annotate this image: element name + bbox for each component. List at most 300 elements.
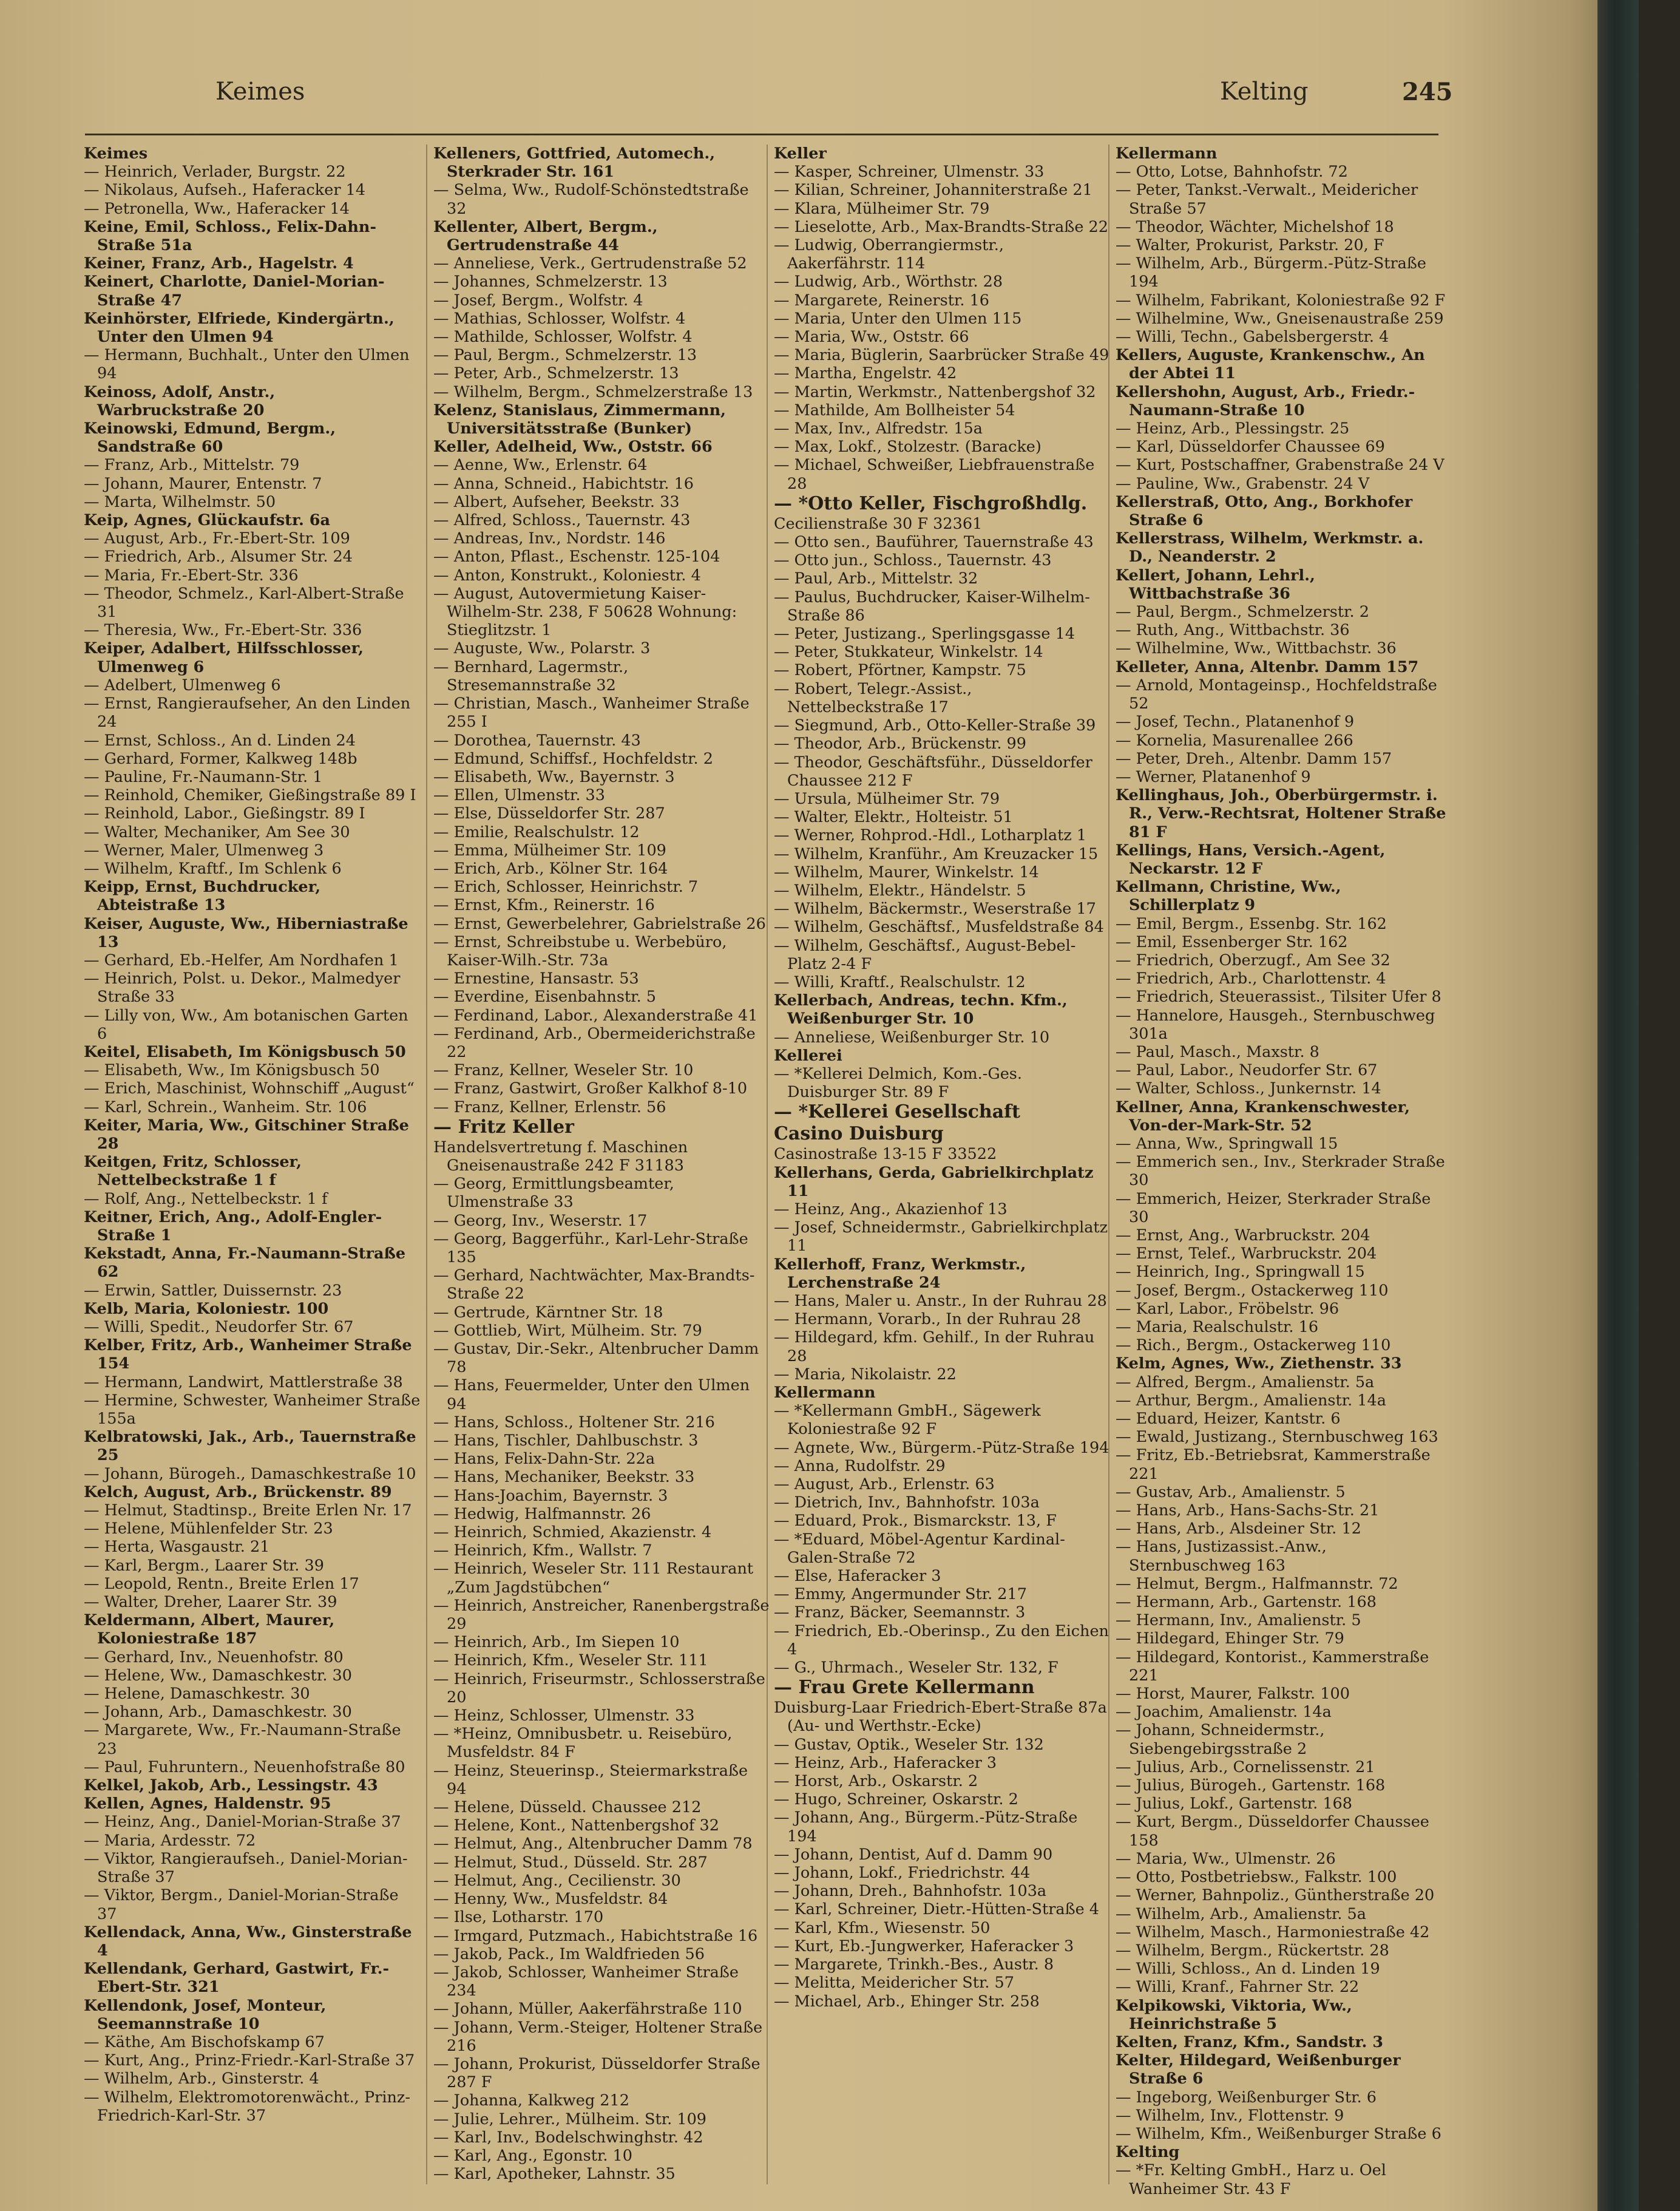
directory-entry: — Reinhold, Labor., Gießingstr. 89 I	[84, 804, 365, 823]
directory-entry: — Marta, Wilhelmstr. 50	[84, 492, 276, 511]
directory-entry: Kelb, Maria, Koloniestr. 100	[84, 1299, 329, 1318]
directory-entry: — Kurt, Postschaffner, Grabenstraße 24 V	[1116, 456, 1445, 475]
directory-entry: Kellendonk, Josef, Monteur, Seemannstraße 10	[84, 1996, 327, 2033]
directory-entry: — Auguste, Ww., Polarstr. 3	[433, 639, 651, 658]
directory-entry: — Anna, Schneid., Habichtstr. 16	[433, 474, 694, 493]
directory-entry: — Willi, Kraftf., Realschulstr. 12	[774, 973, 1026, 991]
directory-entry: — Alfred, Schloss., Tauernstr. 43	[433, 511, 691, 530]
directory-entry: — Werner, Platanenhof 9	[1116, 767, 1311, 786]
directory-entry: — Wilhelmine, Ww., Gneisenaustraße 259	[1116, 309, 1444, 328]
directory-entry: — Jakob, Pack., Im Waldfrieden 56	[433, 1944, 705, 1963]
directory-entry: — Emmy, Angermunder Str. 217	[774, 1585, 1027, 1604]
directory-entry: — Elisabeth, Ww., Bayernstr. 3	[433, 767, 675, 786]
directory-entry: — Heinrich, Weseler Str. 111 Restaurant „Zum Jagdstübchen“	[433, 1560, 754, 1597]
directory-entry: — Walter, Prokurist, Parkstr. 20, F	[1116, 236, 1384, 255]
directory-entry: — Dietrich, Inv., Bahnhofstr. 103a	[774, 1493, 1040, 1512]
directory-entry: Kellerhans, Gerda, Gabrielkirchplatz 11	[774, 1163, 1094, 1200]
directory-entry: — Karl, Bergm., Laarer Str. 39	[84, 1556, 324, 1575]
directory-entry: — Wilhelm, Maurer, Winkelstr. 14	[774, 863, 1039, 881]
directory-entry: — Friedrich, Eb.-Oberinsp., Zu den Eichen 4	[774, 1622, 1109, 1659]
directory-entry: Keip, Agnes, Glückaufstr. 6a	[84, 511, 331, 530]
book-binding	[1597, 0, 1639, 2211]
directory-entry: — Selma, Ww., Rudolf-Schönstedtstraße 32	[433, 181, 749, 218]
directory-entry: — Paul, Labor., Neudorfer Str. 67	[1116, 1061, 1378, 1080]
directory-entry: Keller	[774, 144, 827, 163]
directory-entry: Keitner, Erich, Ang., Adolf-Engler-Straße 1	[84, 1207, 382, 1245]
column-2	[433, 144, 770, 2183]
directory-entry: — Franz, Gastwirt, Großer Kalkhof 8-10	[433, 1079, 748, 1098]
directory-entry: — Lieselotte, Arb., Max-Brandts-Straße 22	[774, 217, 1108, 236]
directory-entry: — Karl, Kfm., Wiesenstr. 50	[774, 1918, 991, 1937]
directory-entry: — August, Arb., Erlenstr. 63	[774, 1475, 995, 1494]
directory-entry: — Helmut, Ang., Altenbrucher Damm 78	[433, 1835, 753, 1853]
directory-entry: — Andreas, Inv., Nordstr. 146	[433, 529, 666, 548]
directory-entry: — Heinz, Schlosser, Ulmenstr. 33	[433, 1707, 695, 1725]
directory-entry: — Maria, Fr.-Ebert-Str. 336	[84, 566, 299, 585]
directory-entry: — Peter, Arb., Schmelzerstr. 13	[433, 364, 679, 383]
directory-entry: — Margarete, Reinerstr. 16	[774, 291, 989, 310]
directory-entry: Cecilienstraße 30 F 32361	[774, 514, 983, 533]
directory-entry: Kelenz, Stanislaus, Zimmermann, Universitätsstraße (Bunker)	[433, 401, 727, 438]
directory-entry: Kellers, Auguste, Krankenschw., An der Abtei 11	[1116, 346, 1425, 383]
directory-entry: — Viktor, Rangieraufseh., Daniel-Morian-Straße 37	[84, 1849, 408, 1887]
directory-entry: Kelkel, Jakob, Arb., Lessingstr. 43	[84, 1776, 378, 1795]
directory-entry: — Theodor, Schmelz., Karl-Albert-Straße 31	[84, 584, 404, 622]
directory-entry: — Maria, Büglerin, Saarbrücker Straße 49	[774, 346, 1109, 365]
directory-entry: — Johann, Ang., Bürgerm.-Pütz-Straße 194	[774, 1809, 1078, 1846]
directory-entry: — Mathilde, Schlosser, Wolfstr. 4	[433, 328, 693, 347]
running-head-right: Kelting	[1220, 78, 1309, 106]
directory-entry: — Hermann, Inv., Amalienstr. 5	[1116, 1611, 1361, 1630]
directory-entry: — Emmerich, Heizer, Sterkrader Straße 30	[1116, 1189, 1431, 1226]
directory-entry: — Ernst, Rangieraufseher, An den Linden 24	[84, 695, 411, 732]
directory-entry: — Wilhelm, Masch., Harmoniestraße 42	[1116, 1923, 1430, 1941]
directory-entry: — Fritz, Eb.-Betriebsrat, Kammerstraße 221	[1116, 1446, 1431, 1483]
directory-entry: — Johann, Schneidermstr., Siebengebirgsstraße 2	[1116, 1721, 1325, 1758]
directory-entry: — Johann, Bürogeh., Damaschkestraße 10	[84, 1464, 416, 1483]
directory-entry: Keitgen, Fritz, Schlosser, Nettelbeckstraße 1 f	[84, 1153, 302, 1190]
directory-entry: — Otto jun., Schloss., Tauernstr. 43	[774, 551, 1052, 570]
directory-entry: — Wilhelm, Kraftf., Im Schlenk 6	[84, 859, 342, 878]
directory-entry: — Ernst, Ang., Warbruckstr. 204	[1116, 1226, 1370, 1245]
directory-entry: — Georg, Ermittlungsbeamter, Ulmenstraße 33	[433, 1175, 674, 1212]
page-number: 245	[1402, 78, 1453, 106]
directory-entry: — Heinrich, Kfm., Wallstr. 7	[433, 1541, 652, 1560]
directory-entry: — Ilse, Lotharstr. 170	[433, 1908, 604, 1927]
directory-entry: — Lilly von, Ww., Am botanischen Garten 6	[84, 1006, 408, 1043]
directory-entry: — Siegmund, Arb., Otto-Keller-Straße 39	[774, 716, 1096, 735]
directory-entry: — Heinrich, Kfm., Weseler Str. 111	[433, 1651, 708, 1670]
directory-entry: — Johann, Verm.-Steiger, Holtener Straße 216	[433, 2018, 763, 2055]
directory-entry: — Johann, Maurer, Entenstr. 7	[84, 474, 322, 493]
directory-entry: — Johann, Dentist, Auf d. Damm 90	[774, 1845, 1053, 1864]
directory-entry: — Hans, Arb., Hans-Sachs-Str. 21	[1116, 1501, 1380, 1520]
directory-entry: — Johann, Arb., Damaschkestr. 30	[84, 1703, 352, 1722]
directory-entry: — Heinrich, Schmied, Akazienstr. 4	[433, 1523, 712, 1542]
directory-entry: — Paul, Bergm., Schmelzerstr. 13	[433, 346, 697, 365]
directory-entry: — *Heinz, Omnibusbetr. u. Reisebüro, Musfeldstr. 84 F	[433, 1725, 733, 1762]
directory-entry: — Edmund, Schiffsf., Hochfeldstr. 2	[433, 749, 713, 768]
directory-entry: — Anton, Pflast., Eschenstr. 125-104	[433, 548, 720, 566]
directory-entry: — Heinrich, Polst. u. Dekor., Malmedyer Straße 33	[84, 970, 401, 1007]
directory-entry: Kellerstrass, Wilhelm, Werkmstr. a. D., Neanderstr. 2	[1116, 529, 1424, 566]
directory-entry: — Bernhard, Lagermstr., Stresemannstraße 32	[433, 657, 629, 695]
directory-entry: — Hermann, Vorarb., In der Ruhrau 28	[774, 1310, 1081, 1329]
directory-entry: Kelbratowski, Jak., Arb., Tauernstraße 25	[84, 1428, 416, 1465]
directory-entry: — Agnete, Ww., Bürgerm.-Pütz-Straße 194	[774, 1438, 1109, 1457]
directory-entry: — Gerhard, Inv., Neuenhofstr. 80	[84, 1648, 344, 1666]
directory-entry: Kellinghaus, Joh., Oberbürgermstr. i. R., Verw.-Rechtsrat, Holtener Straße 81 F	[1116, 786, 1446, 841]
directory-entry: — Ruth, Ang., Wittbachstr. 36	[1116, 621, 1350, 640]
directory-entry: — Willi, Kranf., Fahrner Str. 22	[1116, 1978, 1360, 1997]
directory-entry: Keinert, Charlotte, Daniel-Morian-Straße 47	[84, 273, 385, 310]
directory-entry: — Nikolaus, Aufseh., Haferacker 14	[84, 181, 366, 200]
directory-entry: Kellendack, Anna, Ww., Ginsterstraße 4	[84, 1923, 412, 1960]
directory-entry: — Willi, Schloss., An d. Linden 19	[1116, 1960, 1380, 1978]
directory-entry: — Johannes, Schmelzerstr. 13	[433, 273, 668, 291]
directory-entry: Casinostraße 13-15 F 33522	[774, 1145, 997, 1164]
directory-entry: — Horst, Arb., Oskarstr. 2	[774, 1772, 978, 1791]
directory-entry: — Friedrich, Arb., Charlottenstr. 4	[1116, 970, 1386, 988]
directory-entry: — Georg, Baggerführ., Karl-Lehr-Straße 135	[433, 1229, 748, 1266]
directory-entry: — Ferdinand, Labor., Alexanderstraße 41	[433, 1006, 758, 1025]
directory-entry: — Erich, Schlosser, Heinrichstr. 7	[433, 878, 699, 897]
column-3	[774, 144, 1111, 2011]
directory-entry: — Erich, Maschinist, Wohnschiff „August“	[84, 1079, 415, 1098]
directory-entry: — Dorothea, Tauernstr. 43	[433, 731, 641, 750]
directory-entry: — Karl, Apotheker, Lahnstr. 35	[433, 2165, 676, 2184]
directory-entry: — Anneliese, Verk., Gertrudenstraße 52	[433, 254, 747, 273]
directory-entry: — Helene, Düsseld. Chaussee 212	[433, 1798, 702, 1817]
directory-entry: — Hermann, Landwirt, Mattlerstraße 38	[84, 1373, 403, 1391]
directory-entry: — Ewald, Justizang., Sternbuschweg 163	[1116, 1428, 1438, 1447]
directory-entry: — Josef, Techn., Platanenhof 9	[1116, 713, 1355, 732]
directory-entry: — Ludwig, Oberrangiermstr., Aakerfährstr. 114	[774, 236, 1004, 273]
directory-entry: Kelten, Franz, Kfm., Sandstr. 3	[1116, 2033, 1383, 2051]
directory-entry: — Robert, Telegr.-Assist., Nettelbeckstraße 17	[774, 679, 972, 716]
directory-entry: — Hans, Feuermelder, Unter den Ulmen 94	[433, 1376, 750, 1413]
directory-entry: — Maria, Realschulstr. 16	[1116, 1318, 1319, 1336]
directory-entry: — Karl, Ang., Egonstr. 10	[433, 2146, 632, 2165]
directory-entry: — Gerhard, Eb.-Helfer, Am Nordhafen 1	[84, 951, 399, 970]
directory-entry: — Helmut, Stud., Düsseld. Str. 287	[433, 1853, 708, 1872]
directory-entry: Kellermann	[1116, 144, 1218, 163]
directory-entry: — Willi, Techn., Gabelsbergerstr. 4	[1116, 328, 1389, 347]
directory-entry: — Johann, Dreh., Bahnhofstr. 103a	[774, 1882, 1047, 1901]
directory-entry: — Else, Haferacker 3	[774, 1567, 941, 1586]
directory-entry: — Helene, Damaschkestr. 30	[84, 1685, 310, 1703]
directory-entry: — Emmerich sen., Inv., Sterkrader Straße 30	[1116, 1153, 1445, 1190]
directory-entry: — Johanna, Kalkweg 212	[433, 2091, 629, 2110]
directory-entry: — Arthur, Bergm., Amalienstr. 14a	[1116, 1391, 1386, 1410]
directory-entry: — Friedrich, Oberzugf., Am See 32	[1116, 951, 1390, 970]
directory-entry: — Walter, Mechaniker, Am See 30	[84, 823, 350, 841]
directory-entry: — Otto sen., Bauführer, Tauernstraße 43	[774, 533, 1094, 552]
directory-entry: — Horst, Maurer, Falkstr. 100	[1116, 1685, 1350, 1703]
directory-entry: Kelter, Hildegard, Weißenburger Straße 6	[1116, 2051, 1401, 2088]
directory-entry: — Helmut, Stadtinsp., Breite Erlen Nr. 17	[84, 1501, 412, 1520]
directory-entry: — Theodor, Arb., Brückenstr. 99	[774, 735, 1026, 753]
directory-entry: — Heinrich, Anstreicher, Ranenbergstraße 29	[433, 1596, 770, 1634]
directory-entry: — Wilhelm, Kfm., Weißenburger Straße 6	[1116, 2124, 1441, 2143]
directory-entry: — Wilhelm, Geschäftsf., Musfeldstraße 84	[774, 918, 1104, 937]
directory-entry: — Ernst, Schreibstube u. Werbebüro, Kaiser-Wilh.-Str. 73a	[433, 932, 727, 970]
directory-entry: — *Kellerei Delmich, Kom.-Ges. Duisburger Str. 89 F	[774, 1064, 1022, 1102]
directory-entry: — Hans, Arb., Alsdeiner Str. 12	[1116, 1520, 1361, 1538]
directory-entry: — Theodor, Geschäftsführ., Düsseldorfer Chaussee 212 F	[774, 753, 1092, 790]
directory-entry: — Paul, Bergm., Schmelzerstr. 2	[1116, 603, 1369, 622]
directory-entry: — Peter, Stukkateur, Winkelstr. 14	[774, 643, 1043, 662]
directory-entry: — Kurt, Bergm., Düsseldorfer Chaussee 158	[1116, 1813, 1429, 1850]
directory-entry: — Maria, Ww., Ulmenstr. 26	[1116, 1849, 1336, 1868]
directory-entry: Casino Duisburg	[774, 1123, 944, 1145]
directory-entry: — Hans-Joachim, Bayernstr. 3	[433, 1486, 668, 1505]
directory-entry: — Josef, Schneidermstr., Gabrielkirchplatz 11	[774, 1218, 1108, 1255]
directory-entry: — Julius, Lokf., Gartenstr. 168	[1116, 1795, 1352, 1813]
directory-entry: — Kurt, Eb.-Jungwerker, Haferacker 3	[774, 1937, 1074, 1955]
directory-entry: — Emma, Mülheimer Str. 109	[433, 841, 666, 860]
directory-entry: — Hermann, Arb., Gartenstr. 168	[1116, 1593, 1377, 1612]
directory-entry: — Rolf, Ang., Nettelbeckstr. 1 f	[84, 1189, 328, 1208]
directory-entry: — Paul, Fuhruntern., Neuenhofstraße 80	[84, 1758, 405, 1776]
directory-entry: Kelleter, Anna, Altenbr. Damm 157	[1116, 657, 1419, 676]
directory-entry: — Irmgard, Putzmach., Habichtstraße 16	[433, 1926, 758, 1945]
directory-entry: — Walter, Dreher, Laarer Str. 39	[84, 1593, 337, 1612]
directory-entry: — Heinz, Ang., Akazienhof 13	[774, 1200, 1008, 1218]
directory-entry: Keiter, Maria, Ww., Gitschiner Straße 28	[84, 1116, 409, 1153]
directory-entry: — Wilhelm, Inv., Flottenstr. 9	[1116, 2106, 1344, 2125]
directory-entry: — Gerhard, Nachtwächter, Max-Brandts-Straße 22	[433, 1266, 755, 1303]
directory-entry: — Franz, Arb., Mittelstr. 79	[84, 456, 300, 475]
directory-entry: — Ludwig, Arb., Wörthstr. 28	[774, 273, 1003, 291]
directory-entry: — Ursula, Mülheimer Str. 79	[774, 789, 1000, 808]
directory-entry: — Heinz, Ang., Daniel-Morian-Straße 37	[84, 1813, 401, 1832]
directory-entry: — Else, Düsseldorfer Str. 287	[433, 804, 665, 823]
directory-entry: — Peter, Tankst.-Verwalt., Meidericher Straße 57	[1116, 181, 1418, 218]
directory-entry: — Mathilde, Am Bollheister 54	[774, 401, 1015, 419]
directory-entry: — *Otto Keller, Fischgroßhdlg.	[774, 492, 1088, 514]
directory-entry: — Heinrich, Arb., Im Siepen 10	[433, 1633, 680, 1652]
directory-entry: — Ernst, Schloss., An d. Linden 24	[84, 731, 356, 750]
directory-entry: — Käthe, Am Bischofskamp 67	[84, 2033, 325, 2051]
directory-entry: Keller, Adelheid, Ww., Oststr. 66	[433, 438, 713, 457]
directory-entry: — Wilhelm, Kranführ., Am Kreuzacker 15	[774, 844, 1099, 863]
directory-entry: Kellershohn, August, Arb., Friedr.-Naumann-Straße 10	[1116, 382, 1415, 419]
directory-entry: — Heinz, Arb., Haferacker 3	[774, 1753, 997, 1772]
directory-entry: — Hans, Tischler, Dahlbuschstr. 3	[433, 1432, 699, 1450]
directory-entry: — Heinz, Arb., Plessingstr. 25	[1116, 419, 1350, 438]
directory-entry: — Elisabeth, Ww., Im Königsbusch 50	[84, 1061, 380, 1080]
directory-entry: — Peter, Dreh., Altenbr. Damm 157	[1116, 749, 1392, 768]
directory-entry: — Karl, Düsseldorfer Chaussee 69	[1116, 438, 1385, 457]
directory-entry: — Albert, Aufseher, Beekstr. 33	[433, 492, 680, 511]
directory-entry: — Alfred, Bergm., Amalienstr. 5a	[1116, 1373, 1375, 1391]
directory-entry: — Johann, Müller, Aakerfährstraße 110	[433, 2000, 742, 2019]
directory-entry: — Walter, Schloss., Junkernstr. 14	[1116, 1079, 1381, 1098]
directory-entry: Kellenter, Albert, Bergm., Gertrudenstraße 44	[433, 217, 658, 255]
directory-entry: — Gustav, Arb., Amalienstr. 5	[1116, 1482, 1346, 1501]
directory-entry: — Heinrich, Verlader, Burgstr. 22	[84, 163, 346, 182]
directory-entry: — Herta, Wasgaustr. 21	[84, 1538, 270, 1557]
directory-entry: Kelleners, Gottfried, Automech., Sterkrader Str. 161	[433, 144, 716, 182]
directory-entry: Kelber, Fritz, Arb., Wanheimer Straße 154	[84, 1336, 412, 1373]
directory-entry: — Erich, Arb., Kölner Str. 164	[433, 859, 668, 878]
directory-entry: — Maria, Nikolaistr. 22	[774, 1365, 957, 1384]
directory-entry: — Hildegard, Kontorist., Kammerstraße 221	[1116, 1648, 1429, 1685]
directory-entry: — Hugo, Schreiner, Oskarstr. 2	[774, 1790, 1018, 1809]
directory-entry: Kellmann, Christine, Ww., Schillerplatz 9	[1116, 878, 1341, 915]
directory-entry: — Georg, Inv., Weserstr. 17	[433, 1211, 648, 1230]
directory-entry: — Helene, Mühlenfelder Str. 23	[84, 1520, 333, 1538]
column-4	[1116, 144, 1452, 2198]
directory-entry: — Otto, Postbetriebsw., Falkstr. 100	[1116, 1868, 1397, 1887]
directory-entry: — Heinrich, Ing., Springwall 15	[1116, 1263, 1365, 1282]
directory-entry: Kellerhoff, Franz, Werkmstr., Lerchenstraße 24	[774, 1255, 1026, 1292]
directory-entry: — Viktor, Bergm., Daniel-Morian-Straße 37	[84, 1886, 399, 1923]
directory-entry: — Helene, Kont., Nattenbergshof 32	[433, 1816, 719, 1835]
directory-entry: — Maria, Ww., Oststr. 66	[774, 328, 969, 347]
directory-entry: — Kornelia, Masurenallee 266	[1116, 731, 1353, 750]
directory-entry: Keiner, Franz, Arb., Hagelstr. 4	[84, 254, 354, 273]
directory-entry: — Helmut, Bergm., Halfmannstr. 72	[1116, 1574, 1398, 1593]
directory-entry: — Wilhelm, Arb., Bürgerm.-Pütz-Straße 194	[1116, 254, 1426, 291]
directory-entry: — Petronella, Ww., Haferacker 14	[84, 199, 350, 218]
directory-entry: — Karl, Schrein., Wanheim. Str. 106	[84, 1098, 367, 1116]
directory-entry: — Franz, Bäcker, Seemannstr. 3	[774, 1603, 1026, 1622]
directory-entry: — Eduard, Heizer, Kantstr. 6	[1116, 1410, 1341, 1428]
directory-entry: — Emilie, Realschulstr. 12	[433, 823, 640, 841]
directory-entry: — Karl, Inv., Bodelschwinghstr. 42	[433, 2128, 703, 2147]
directory-entry: Kellert, Johann, Lehrl., Wittbachstraße 36	[1116, 566, 1315, 603]
directory-entry: — Wilhelm, Geschäftsf., August-Bebel-Platz 2-4 F	[774, 936, 1076, 973]
directory-entry: Kellen, Agnes, Haldenstr. 95	[84, 1795, 331, 1813]
directory-entry: — Johann, Prokurist, Düsseldorfer Straße 287 F	[433, 2054, 760, 2092]
directory-entry: Keldermann, Albert, Maurer, Koloniestraße 187	[84, 1611, 335, 1648]
directory-entry: — Wilhelm, Elektromotorenwächt., Prinz-Friedrich-Karl-Str. 37	[84, 2088, 410, 2125]
directory-entry: — Margarete, Ww., Fr.-Naumann-Straße 23	[84, 1721, 401, 1758]
directory-entry: Keinhörster, Elfriede, Kindergärtn., Unter den Ulmen 94	[84, 309, 395, 347]
directory-entry: — Otto, Lotse, Bahnhofstr. 72	[1116, 163, 1348, 182]
directory-entry: — Reinhold, Chemiker, Gießingstraße 89 I	[84, 786, 416, 805]
directory-entry: — Hedwig, Halfmannstr. 26	[433, 1504, 651, 1523]
directory-entry: — Josef, Bergm., Ostackerweg 110	[1116, 1281, 1389, 1300]
directory-entry: Kellerstraß, Otto, Ang., Borkhofer Straße 6	[1116, 492, 1413, 530]
directory-entry: — Hannelore, Hausgeh., Sternbuschweg 301a	[1116, 1006, 1435, 1043]
directory-entry: Handelsvertretung f. Maschinen Gneisenaustraße 242 F 31183	[433, 1138, 688, 1175]
directory-entry: — Michael, Arb., Ehinger Str. 258	[774, 1992, 1040, 2011]
directory-entry: — Anna, Ww., Springwall 15	[1116, 1134, 1338, 1153]
directory-entry: — Paulus, Buchdrucker, Kaiser-Wilhelm-Straße 86	[774, 588, 1090, 625]
directory-entry: — Helmut, Ang., Cecilienstr. 30	[433, 1871, 681, 1890]
directory-entry: — Kurt, Ang., Prinz-Friedr.-Karl-Straße 37	[84, 2051, 415, 2070]
directory-entry: — Wilhelm, Arb., Amalienstr. 5a	[1116, 1904, 1366, 1923]
directory-entry: — Walter, Elektr., Holteistr. 51	[774, 808, 1013, 827]
directory-entry: — Wilhelm, Fabrikant, Koloniestraße 92 F	[1116, 291, 1446, 310]
directory-entry: — Rich., Bergm., Ostackerweg 110	[1116, 1336, 1391, 1355]
directory-entry: — Henny, Ww., Musfeldstr. 84	[433, 1890, 668, 1909]
directory-entry: — Johann, Lokf., Friedrichstr. 44	[774, 1864, 1031, 1883]
directory-entry: — Gustav, Dir.-Sekr., Altenbrucher Damm 78	[433, 1340, 759, 1377]
directory-entry: — Josef, Bergm., Wolfstr. 4	[433, 291, 643, 310]
directory-entry: — Eduard, Prok., Bismarckstr. 13, F	[774, 1512, 1057, 1530]
directory-entry: — Pauline, Ww., Grabenstr. 24 V	[1116, 474, 1370, 493]
directory-entry: — Robert, Pförtner, Kampstr. 75	[774, 661, 1026, 680]
directory-entry: — Ernestine, Hansastr. 53	[433, 970, 639, 988]
directory-entry: — Frau Grete Kellermann	[774, 1677, 1035, 1699]
directory-entry: Keimes	[84, 144, 148, 163]
directory-entry: — Max, Inv., Alfredstr. 15a	[774, 419, 983, 438]
directory-entry: — Leopold, Rentn., Breite Erlen 17	[84, 1574, 359, 1593]
running-head-left: Keimes	[215, 78, 305, 106]
directory-entry: — Werner, Maler, Ulmenweg 3	[84, 841, 324, 860]
directory-entry: — Emil, Essenberger Str. 162	[1116, 932, 1348, 951]
directory-entry: — Wilhelm, Bergm., Schmelzerstraße 13	[433, 382, 753, 401]
directory-entry: — Wilhelm, Bergm., Rückertstr. 28	[1116, 1941, 1389, 1960]
directory-entry: — Wilhelm, Arb., Ginsterstr. 4	[84, 2070, 319, 2088]
directory-entry: — *Eduard, Möbel-Agentur Kardinal-Galen-Straße 72	[774, 1530, 1065, 1567]
directory-entry: Kellerbach, Andreas, techn. Kfm., Weißenburger Str. 10	[774, 991, 1068, 1028]
directory-entry: — Julie, Lehrer., Mülheim. Str. 109	[433, 2110, 707, 2128]
directory-entry: Keipp, Ernst, Buchdrucker, Abteistraße 13	[84, 878, 321, 915]
directory-entry: — Klara, Mülheimer Str. 79	[774, 199, 990, 218]
directory-entry: Kekstadt, Anna, Fr.-Naumann-Straße 62	[84, 1245, 406, 1282]
directory-entry: — Hans, Schloss., Holtener Str. 216	[433, 1413, 715, 1432]
directory-entry: Kellings, Hans, Versich.-Agent, Neckarstr. 12 F	[1116, 841, 1386, 878]
directory-entry: Kellerei	[774, 1046, 842, 1065]
directory-entry: Kellner, Anna, Krankenschwester, Von-der-Mark-Str. 52	[1116, 1098, 1410, 1135]
directory-entry: — Hans, Justizassist.-Anw., Sternbuschweg 163	[1116, 1538, 1327, 1575]
directory-entry: — Friedrich, Arb., Alsumer Str. 24	[84, 548, 353, 566]
directory-entry: — Gustav, Optik., Weseler Str. 132	[774, 1735, 1044, 1754]
directory-entry: — Franz, Kellner, Erlenstr. 56	[433, 1098, 666, 1116]
directory-entry: — Ferdinand, Arb., Obermeiderichstraße 22	[433, 1024, 756, 1061]
directory-entry: Keinoss, Adolf, Anstr., Warbruckstraße 20	[84, 382, 276, 419]
directory-entry: — Ellen, Ulmenstr. 33	[433, 786, 605, 805]
directory-entry: — Helene, Ww., Damaschkestr. 30	[84, 1666, 352, 1685]
directory-entry: — Julius, Bürogeh., Gartenstr. 168	[1116, 1776, 1386, 1795]
directory-entry: Duisburg-Laar Friedrich-Ebert-Straße 87a (Au- und Werthstr.-Ecke)	[774, 1699, 1107, 1736]
directory-entry: — Paul, Masch., Maxstr. 8	[1116, 1042, 1319, 1061]
directory-entry: — G., Uhrmach., Weseler Str. 132, F	[774, 1659, 1058, 1677]
directory-entry: — Theresia, Ww., Fr.-Ebert-Str. 336	[84, 621, 362, 640]
directory-entry: — Hans, Felix-Dahn-Str. 22a	[433, 1450, 655, 1469]
directory-entry: — Friedrich, Steuerassist., Tilsiter Ufer 8	[1116, 988, 1441, 1007]
directory-entry: — Werner, Rohprod.-Hdl., Lotharplatz 1	[774, 826, 1087, 845]
directory-entry: — Ingeborg, Weißenburger Str. 6	[1116, 2088, 1377, 2107]
directory-entry: — Gottlieb, Wirt, Mülheim. Str. 79	[433, 1321, 702, 1340]
directory-entry: — Franz, Kellner, Weseler Str. 10	[433, 1061, 694, 1080]
directory-entry: — Michael, Schweißer, Liebfrauenstraße 28	[774, 456, 1095, 493]
directory-entry: — Melitta, Meidericher Str. 57	[774, 1974, 1014, 1992]
directory-entry: — Werner, Bahnpoliz., Güntherstraße 20	[1116, 1886, 1435, 1905]
directory-entry: Kellermann	[774, 1384, 876, 1402]
directory-entry: Keiser, Auguste, Ww., Hiberniastraße 13	[84, 914, 408, 951]
header-rule	[85, 134, 1438, 135]
directory-entry: Kellendank, Gerhard, Gastwirt, Fr.-Ebert-Str. 321	[84, 1960, 390, 1997]
directory-entry: — Anton, Konstrukt., Koloniestr. 4	[433, 566, 701, 585]
directory-entry: — Kilian, Schreiner, Johanniterstraße 21	[774, 181, 1092, 200]
directory-entry: — Heinz, Steuerinsp., Steiermarkstraße 94	[433, 1761, 748, 1798]
directory-entry: — Kasper, Schreiner, Ulmenstr. 33	[774, 163, 1045, 182]
column-1	[84, 144, 421, 2125]
directory-entry: — Wilhelmine, Ww., Wittbachstr. 36	[1116, 639, 1397, 658]
directory-entry: — Martha, Engelstr. 42	[774, 364, 957, 383]
directory-entry: — *Kellermann GmbH., Sägewerk Koloniestraße 92 F	[774, 1402, 1041, 1439]
directory-entry: — Willi, Spedit., Neudorfer Str. 67	[84, 1318, 354, 1336]
directory-entry: — Karl, Schreiner, Dietr.-Hütten-Straße 4	[774, 1900, 1100, 1919]
directory-entry: — *Fr. Kelting GmbH., Harz u. Oel Wanheimer Str. 43 F	[1116, 2161, 1386, 2198]
directory-entry: — Christian, Masch., Wanheimer Straße 255 I	[433, 695, 750, 732]
